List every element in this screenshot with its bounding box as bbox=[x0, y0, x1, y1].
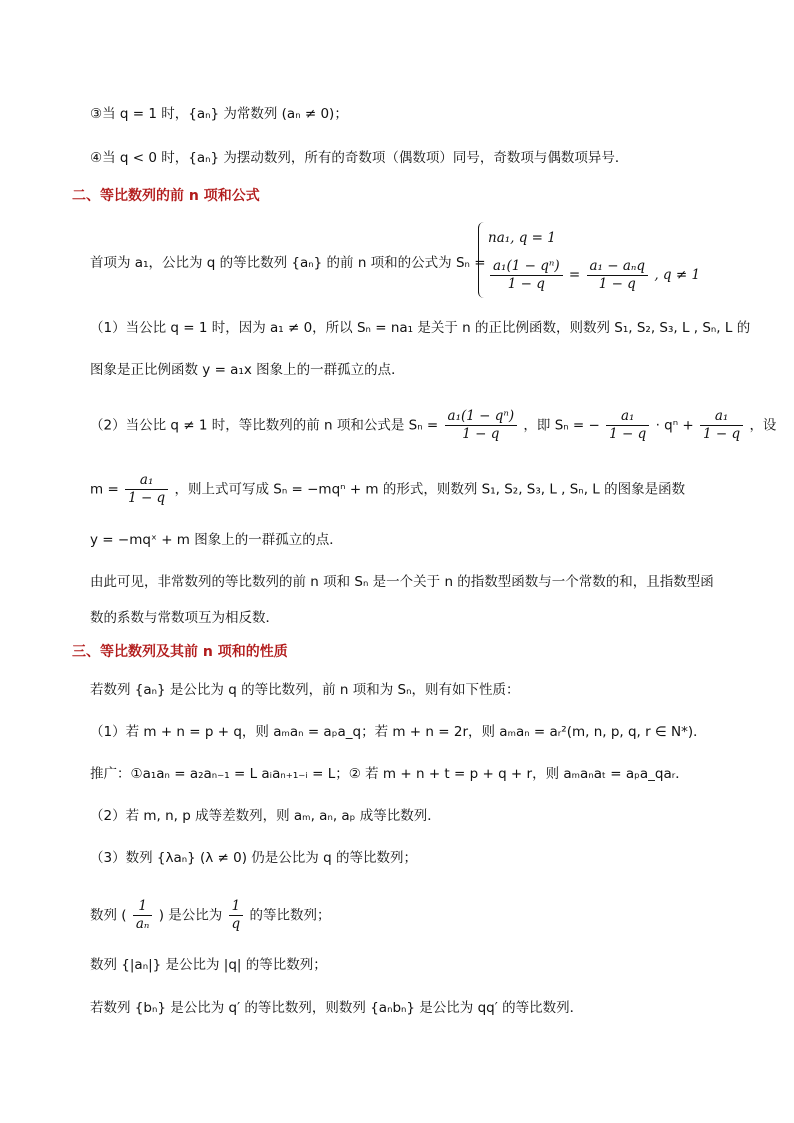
fraction-a1-over-2: $\frac{\text{a₁}}{1 - q}$ bbox=[700, 408, 743, 443]
line-case-1: （1）当公比 q = 1 时，因为 a₁ ≠ 0，所以 Sₙ = na₁ 是关于 n 的正比例函数，则数列 S₁, S₂, S₃, L , Sₙ, L 的 bbox=[90, 320, 751, 336]
line-conclusion-2: 数的系数与常数项互为相反数． bbox=[90, 610, 279, 626]
case-q-not-1: $\frac{\text{a₁(1 − qⁿ)}}{1 - q}$ = $\frac{\text{a₁ − aₙq}}{1 - q}$ , q ≠ 1 bbox=[488, 258, 700, 293]
line-generalization: 推广：①a₁aₙ = a₂aₙ₋₁ = L aᵢaₙ₊₁₋ᵢ = L；② 若 m + n + t = p + q + r，则 aₘaₙaₜ = aₚa_qaᵣ． bbox=[90, 766, 689, 782]
line-case-1-graph: 图象是正比例函数 y = a₁x 图象上的一群孤立的点． bbox=[90, 362, 405, 378]
line-exp-graph: y = −mqˣ + m 图象上的一群孤立的点． bbox=[90, 532, 343, 548]
fraction-m: $\frac{\text{a₁}}{1 - q}$ bbox=[125, 472, 168, 507]
cases-brace bbox=[478, 222, 485, 298]
fraction-a1-over: $\frac{\text{a₁}}{1 - q}$ bbox=[606, 408, 649, 443]
line-props-intro: 若数列 {aₙ} 是公比为 q 的等比数列，前 n 项和为 Sₙ，则有如下性质： bbox=[90, 682, 520, 698]
fraction-sn-1: $\frac{\text{a₁(1 − qⁿ)}}{1 - q}$ bbox=[490, 258, 563, 293]
case-q-equals-1: na₁, q = 1 bbox=[488, 230, 556, 246]
section-heading-3: 三、等比数列及其前 n 项和的性质 bbox=[72, 644, 288, 660]
line-reciprocal: 数列 ( $\frac{1}{\text{aₙ}}$ ) 是公比为 $\frac{1}{q}$ 的等比数列； bbox=[90, 898, 331, 932]
fraction-sn: $\frac{\text{a₁(1 − qⁿ)}}{1 - q}$ bbox=[445, 408, 518, 443]
fraction-1-over-q: $\frac{1}{q}$ bbox=[229, 898, 244, 933]
line-abs: 数列 {|aₙ|} 是公比为 |q| 的等比数列； bbox=[90, 957, 327, 973]
line-property-4: ④当 q < 0 时，{aₙ} 为摆动数列，所有的奇数项（偶数项）同号，奇数项与偶数项异号． bbox=[90, 150, 629, 166]
line-prop-3: （3）数列 {λaₙ} (λ ≠ 0) 仍是公比为 q 的等比数列； bbox=[90, 850, 417, 866]
line-define-m: m = $\frac{\text{a₁}}{1 - q}$ ，则上式可写成 Sₙ = −mqⁿ + m 的形式，则数列 S₁, S₂, S₃, L , Sₙ, L 的图象是函数 bbox=[90, 472, 686, 506]
line-prop-1: （1）若 m + n = p + q，则 aₘaₙ = aₚa_q；若 m + n = 2r，则 aₘaₙ = aᵣ²(m, n, p, q, r ∈ N*)． bbox=[90, 724, 707, 740]
section-heading-2: 二、等比数列的前 n 项和公式 bbox=[72, 188, 260, 204]
line-property-3: ③当 q = 1 时，{aₙ} 为常数列 (aₙ ≠ 0)； bbox=[90, 106, 348, 122]
line-product: 若数列 {bₙ} 是公比为 q′ 的等比数列，则数列 {aₙbₙ} 是公比为 qq′ 的等比数列． bbox=[90, 1000, 584, 1016]
fraction-sn-2: $\frac{\text{a₁ − aₙq}}{1 - q}$ bbox=[587, 258, 649, 293]
fraction-1-over-an: $\frac{1}{\text{aₙ}}$ bbox=[133, 898, 153, 933]
line-conclusion-1: 由此可见，非常数列的等比数列的前 n 项和 Sₙ 是一个关于 n 的指数型函数与一个常数的和，且指数型函 bbox=[90, 574, 714, 590]
line-case-2: （2）当公比 q ≠ 1 时，等比数列的前 n 项和公式是 Sₙ = $\frac{\text{a₁(1 − qⁿ)}}{1 - q}$ ，即 Sₙ = − $\frac{\text{a₁}}{1 - q}$ · qⁿ + $\frac{\text{a₁}}{1 - q}$ ，设 bbox=[90, 408, 777, 442]
line-prop-2: （2）若 m, n, p 成等差数列，则 aₘ, aₙ, aₚ 成等比数列． bbox=[90, 808, 441, 824]
line-sum-formula: 首项为 a₁，公比为 q 的等比数列 {aₙ} 的前 n 项和的公式为 Sₙ = bbox=[90, 255, 486, 271]
